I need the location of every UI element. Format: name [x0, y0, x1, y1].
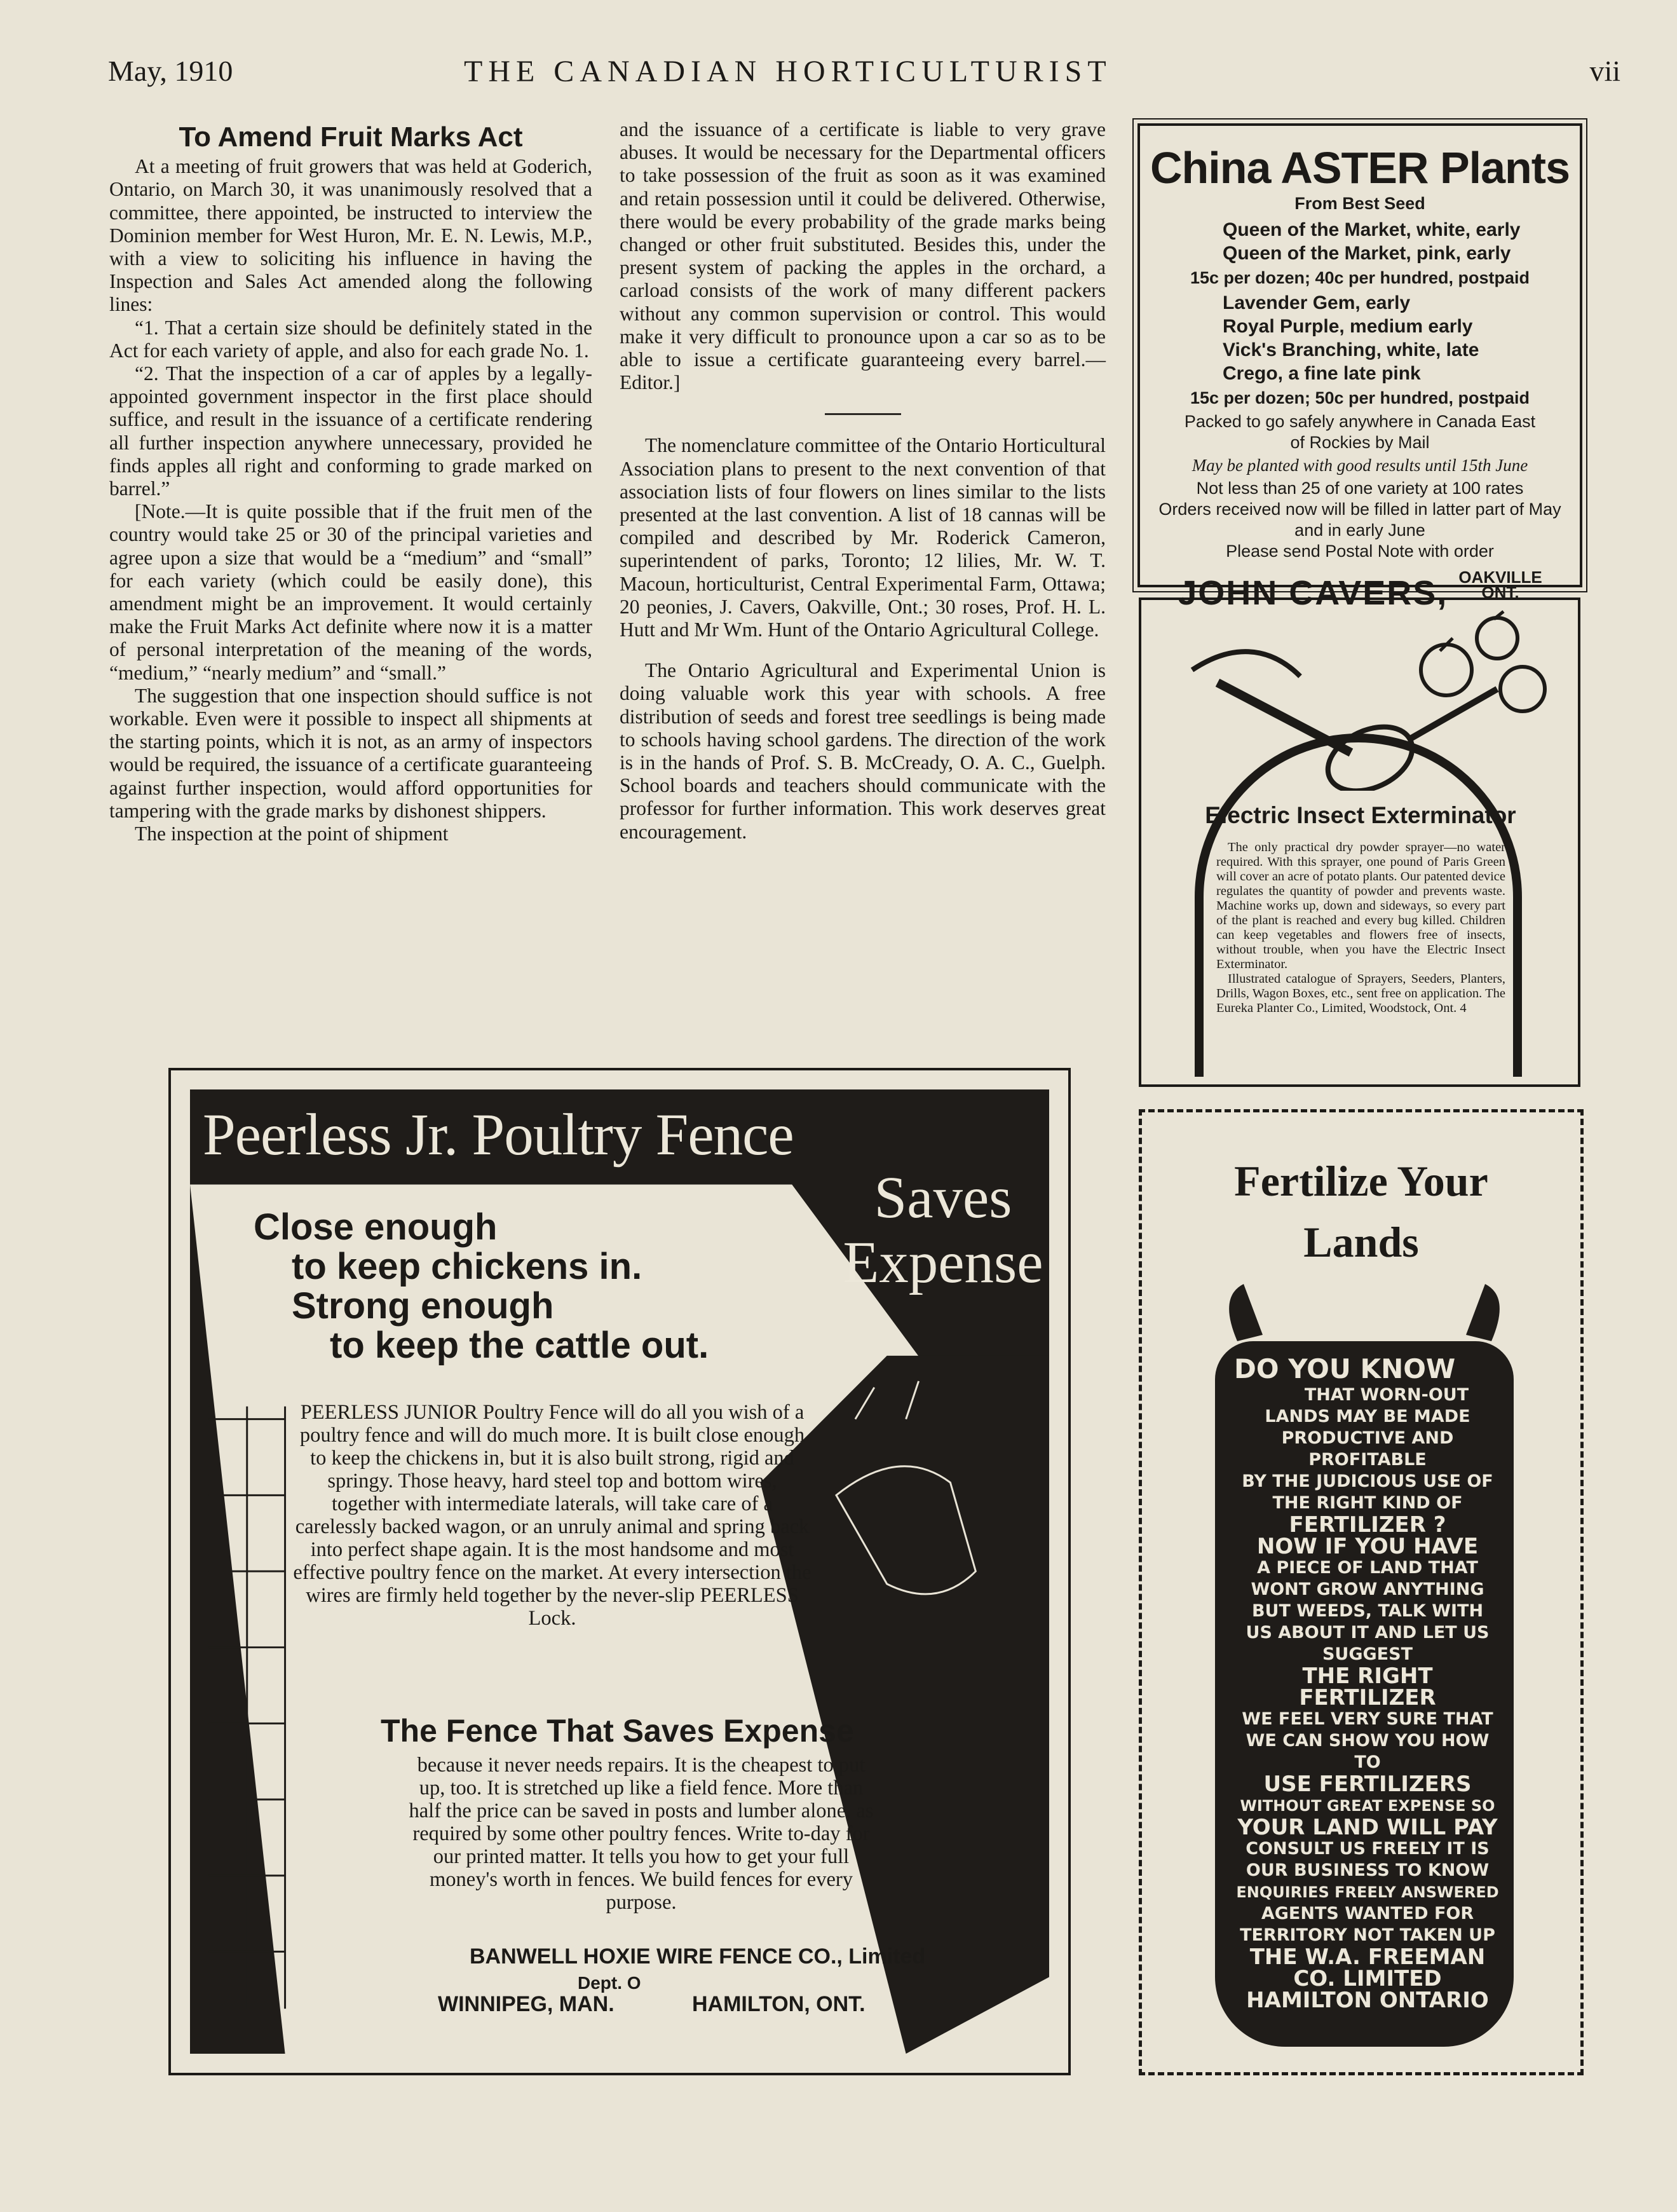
article-continuation: and the issuance of a certificate is liable to very grave abuses. It would be necessary for the Departmental officers to take possession of the fruit as soon as it was examined and retain possession until it could be delivered. Otherwise, there would be every probability of the grade marks being changed or other fruit substituted. Besides this, under the present system of packing the apples in the orchard, a carload consists of the work of many different packers without any common supervision or control. This would make it very difficult to pronounce upon a car so as to be able to issue a certificate guaranteeing every barrel.—Editor.] — [620, 118, 1106, 394]
fertilizer-title-line: Lands — [1303, 1218, 1419, 1266]
slogan-line: Expense — [843, 1230, 1043, 1295]
bag-line: THE W.A. FREEMAN CO. LIMITED — [1249, 1944, 1486, 1991]
peerless-body: PEERLESS JUNIOR Poultry Fence will do all you wish of a poultry fence and will do much more. It is built close enough to keep the chickens in, but it is also built strong, rigid and springy. Those heavy, hard steel top and bottom wires, together with intermediate laterals, will take care of a carelessly backed wagon, or an unruly animal and spring back into perfect shape again. It is the most handsome and most effective poultry fence on the market. At every intersection the wires are firmly held together by the never-slip PEERLESS Lock. — [293, 1401, 811, 1630]
aster-variety: Vick's Branching, white, late — [1223, 339, 1479, 360]
bag-line: THE RIGHT FERTILIZER — [1299, 1663, 1436, 1710]
fertilizer-title — [1142, 1150, 1580, 1273]
bag-line: BY THE JUDICIOUS USE OF — [1242, 1471, 1493, 1491]
bag-line: BUT WEEDS, TALK WITH — [1251, 1601, 1484, 1621]
exterminator-text: The only practical dry powder sprayer—no water required. With this sprayer, one pound of Paris Green will cover an acre of potato plants. Our patented device regulates the quantity of powder and prevents waste. Machine works up, down and sideways, so every part of the plant is reached and every bug killed. Children can keep vegetables and flowers free of insects, without trouble, when you have the Electric Insect Exterminator. — [1216, 840, 1505, 971]
peerless-body-2: because it never needs repairs. It is the cheapest to put up, too. It is stretched up like a field fence. More than half the price can be saved in posts and lumber alone, as required by some other poultry fences. Write to-day for our printed matter. It tells you how to get your full money's worth in fences. We build fences for every purpose. — [409, 1754, 874, 1914]
aster-variety: Lavender Gem, early — [1223, 292, 1411, 313]
article-column-1 — [109, 121, 592, 845]
aster-variety: Royal Purple, medium early — [1223, 316, 1473, 337]
aster-price: 15c per dozen; 40c per hundred, postpaid — [1190, 268, 1530, 287]
bag-line: THE RIGHT KIND OF — [1272, 1493, 1463, 1513]
peerless-headline — [254, 1208, 709, 1365]
peerless-city-winnipeg: WINNIPEG, MAN. — [438, 1992, 614, 2016]
bag-line: THAT WORN-OUT — [1304, 1385, 1469, 1405]
aster-planted: May be planted with good results until 15th June — [1192, 456, 1528, 475]
seller-name: JOHN CAVERS, — [1178, 574, 1448, 612]
peerless-slogan — [822, 1166, 1064, 1295]
nomenclature-paragraph: The nomenclature committee of the Ontario Horticultural Association plans to present to the next convention of that association lists of four flowers on lines similar to the lists presented at the last convention. A list of 18 cannas will be compiled and described by Mr. Roderick Cameron, superintendent of parks, Toronto; 12 lilies, Mr. W. T. Macoun, horticulturist, Central Experimental Farm, Ottawa; 20 peonies, J. Cavers, Oakville, Ont.; 30 roses, Prof. H. L. Hutt and Mr Wm. Hunt of the Ontario Agricultural College. — [620, 434, 1106, 641]
peerless-company: BANWELL HOXIE WIRE FENCE CO., Limited — [470, 1944, 926, 1969]
aster-variety: Queen of the Market, pink, early — [1223, 243, 1511, 264]
aster-variety: Queen of the Market, white, early — [1223, 219, 1521, 240]
bag-line: WE CAN SHOW YOU HOW TO — [1246, 1731, 1490, 1772]
bag-line: SUGGEST — [1322, 1644, 1413, 1664]
seller-province: ONT. — [1481, 583, 1519, 602]
bag-line: HAMILTON ONTARIO — [1246, 1988, 1489, 2013]
exterminator-body — [1216, 840, 1505, 1016]
peerless-city-hamilton: HAMILTON, ONT. — [692, 1992, 866, 2016]
bag-line: LANDS MAY BE MADE — [1265, 1407, 1470, 1426]
article-paragraph: At a meeting of fruit growers that was held at Goderich, Ontario, on March 30, it was unanimously resolved that a committee, there appointed, be instructed to interview the Dominion member for West Huron, Mr. E. N. Lewis, M.P., with a view to soliciting his influence in having the Inspection and Sales Act amended along the following lines: — [109, 155, 592, 316]
china-aster-ad — [1137, 123, 1582, 612]
article-paragraph: The suggestion that one inspection should suffice is not workable. Even were it possible to inspect all shipments at the starting points, which it is not, as an army of inspectors would be required, the issuance of a certificate guaranteeing against further inspection, would afford opportunities for tampering with the grade marks by dishonest shippers. — [109, 684, 592, 822]
bag-tie-icon — [1142, 1271, 1587, 1348]
bag-line: WITHOUT GREAT EXPENSE SO — [1240, 1797, 1495, 1815]
peerless-title: Peerless Jr. Poultry Fence — [203, 1102, 794, 1168]
seller-town: OAKVILLE — [1458, 568, 1542, 587]
bag-line: FERTILIZER ? — [1289, 1512, 1446, 1538]
bag-line: US ABOUT IT AND LET US — [1246, 1623, 1490, 1642]
exterminator-title: Electric Insect Exterminator — [1205, 802, 1516, 828]
headline-line: to keep chickens in. — [292, 1246, 642, 1287]
issue-date: May, 1910 — [108, 55, 233, 87]
slogan-line: Saves — [874, 1165, 1012, 1231]
bag-line: PRODUCTIVE AND PROFITABLE — [1281, 1428, 1454, 1470]
bag-line: USE FERTILIZERS — [1263, 1772, 1472, 1797]
bag-line: YOUR LAND WILL PAY — [1237, 1815, 1498, 1840]
article-paragraph: “2. That the inspection of a car of apples by a legally-appointed government inspector in the first place should suffice, and result in the issuance of a certificate rendering all further inspection anywhere unnecessary, provided he finds apples all right and conforming to grade marked on barrel.” — [109, 362, 592, 500]
aster-from: From Best Seed — [1294, 194, 1425, 213]
page-number: vii — [1589, 55, 1620, 87]
article-paragraph: The inspection at the point of shipment — [135, 823, 449, 845]
aster-price: 15c per dozen; 50c per hundred, postpaid — [1190, 388, 1530, 407]
fertilizer-bag-text — [1234, 1354, 1501, 2011]
article-paragraph: [Note.—It is quite possible that if the fruit men of the country would take 25 or 30 of the principal varieties and agree upon a size that would be a “medium” and “small” for each variety (which could be easily done), this amendment might be an improvement. It would certainly make the Fruit Marks Act definite where now it is a matter of personal interpretation of the meaning of the words, “medium,” “nearly medium” and “small.” — [109, 500, 592, 684]
bag-line: OUR BUSINESS TO KNOW — [1246, 1860, 1490, 1880]
bag-line: ENQUIRIES FREELY ANSWERED — [1236, 1883, 1499, 1901]
aster-variety: Crego, a fine late pink — [1223, 363, 1421, 384]
article-column-2 — [620, 118, 1106, 843]
aster-postal: Please send Postal Note with order — [1226, 542, 1494, 561]
insect-exterminator-ad — [1139, 597, 1580, 1087]
fertilizer-title-line: Fertilize Your — [1234, 1157, 1488, 1205]
headline-line: Close enough — [254, 1206, 498, 1248]
page-header — [108, 54, 1620, 99]
bag-line: TERRITORY NOT TAKEN UP — [1240, 1925, 1495, 1945]
aster-orders: Orders received now will be filled in latter part of May and in early June — [1158, 500, 1561, 540]
bag-line: AGENTS WANTED FOR — [1261, 1904, 1474, 1923]
peerless-ad-panel — [190, 1089, 1049, 2054]
bag-line: CONSULT US FREELY IT IS — [1246, 1839, 1490, 1859]
exterminator-text: Illustrated catalogue of Sprayers, Seeders, Planters, Drills, Wagon Boxes, etc., sent free on application. The Eureka Planter Co., Limited, Woodstock, Ont. 4 — [1216, 972, 1505, 1015]
article-paragraph: “1. That a certain size should be definitely stated in the Act for each variety of apple, and also for each grade No. 1. — [109, 316, 592, 362]
bag-line: NOW IF YOU HAVE — [1256, 1534, 1479, 1559]
peerless-subhead: The Fence That Saves Expense — [381, 1713, 854, 1749]
peerless-fence-ad — [168, 1068, 1071, 2075]
bag-line: A PIECE OF LAND THAT — [1257, 1558, 1478, 1578]
article-title: To Amend Fruit Marks Act — [179, 121, 523, 153]
peerless-dept: Dept. O — [578, 1973, 641, 1993]
bag-line: WE FEEL VERY SURE THAT — [1242, 1709, 1493, 1729]
bag-line: DO YOU KNOW — [1234, 1353, 1456, 1384]
aster-ad-title: China ASTER Plants — [1150, 143, 1570, 193]
schools-paragraph: The Ontario Agricultural and Experimental Union is doing valuable work this year with schools. A free distribution of seeds and forest tree seedlings is being made to schools having school gardens. The direction of the work is in the hands of Prof. S. B. McCready, O. A. C., Guelph. School boards and teachers should communicate with the professor for further information. This work deserves great encouragement. — [620, 659, 1106, 843]
headline-line: to keep the cattle out. — [330, 1325, 709, 1366]
section-divider — [825, 413, 901, 415]
aster-notless: Not less than 25 of one variety at 100 rates — [1196, 479, 1524, 498]
fertilizer-ad — [1139, 1109, 1584, 2075]
aster-packed: Packed to go safely anywhere in Canada East of Rockies by Mail — [1184, 412, 1536, 452]
bag-line: WONT GROW ANYTHING — [1251, 1580, 1484, 1599]
magazine-title: THE CANADIAN HORTICULTURIST — [464, 55, 1112, 88]
headline-line: Strong enough — [292, 1285, 554, 1327]
